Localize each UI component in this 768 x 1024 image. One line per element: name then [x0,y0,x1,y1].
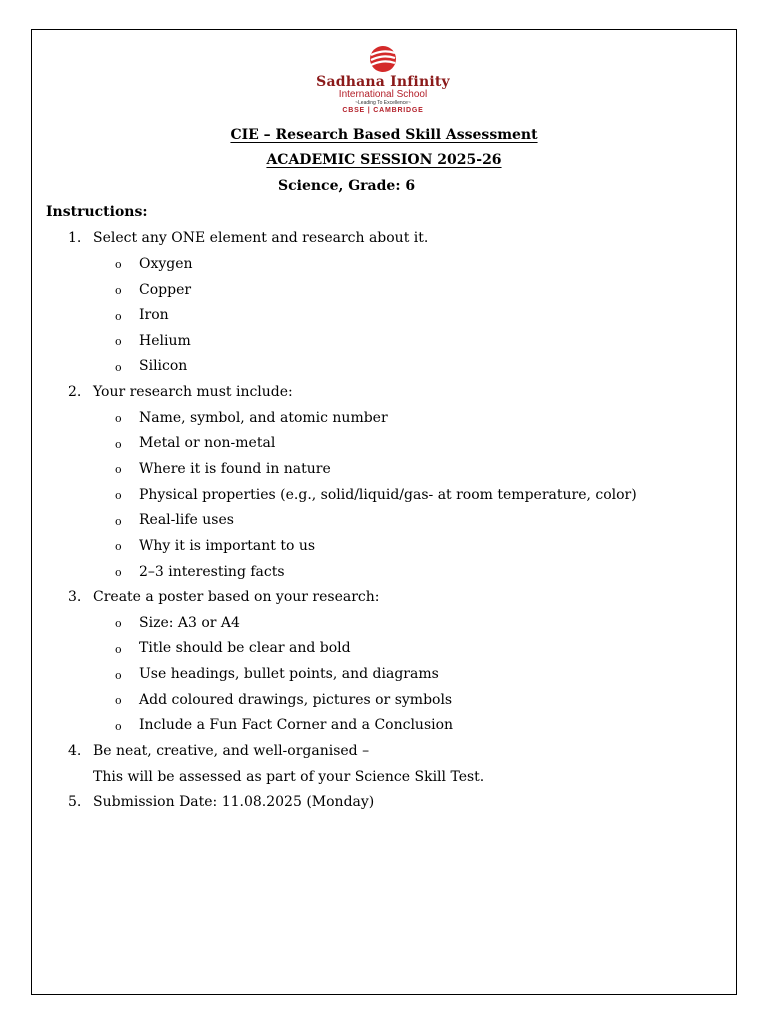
list-item: Add coloured drawings, pictures or symbols [139,692,453,708]
bullet-icon: o [115,361,122,374]
instruction-item-continuation: This will be assessed as part of your Science Skill Test. [93,769,485,785]
item-number: 3. [68,589,82,605]
bullet-icon: o [115,617,122,630]
instruction-item: Select any ONE element and research about it. [93,230,429,246]
subject-grade: Science, Grade: 6 [278,178,416,194]
list-item: Name, symbol, and atomic number [139,410,388,426]
instruction-item: Create a poster based on your research: [93,589,380,605]
submission-date: Submission Date: 11.08.2025 (Monday) [93,794,375,810]
bullet-icon: o [115,412,122,425]
item-number: 5. [68,794,82,810]
list-item: Use headings, bullet points, and diagrams [139,666,439,682]
list-item: Helium [139,333,191,349]
list-item: Title should be clear and bold [139,640,351,656]
list-item: Where it is found in nature [139,461,331,477]
session-title [0,151,768,169]
bullet-icon: o [115,720,122,733]
bullet-icon: o [115,310,122,323]
bullet-icon: o [115,540,122,553]
list-item: Real-life uses [139,512,234,528]
bullet-icon: o [115,643,122,656]
list-item: Size: A3 or A4 [139,615,240,631]
school-subtitle: International School [338,89,428,100]
list-item: Metal or non-metal [139,435,276,451]
bullet-icon: o [115,258,122,271]
list-item: Include a Fun Fact Corner and a Conclusion [139,717,454,733]
bullet-icon: o [115,694,122,707]
bullet-icon: o [115,489,122,502]
assessment-title [0,126,768,144]
instruction-item: Be neat, creative, and well-organised – [93,743,370,759]
list-item: 2–3 interesting facts [139,564,285,580]
bullet-icon: o [115,669,122,682]
list-item: Iron [139,307,169,323]
school-name: Sadhana Infinity [316,74,450,90]
instructions-title: Instructions: [46,204,148,220]
item-number: 4. [68,743,82,759]
bullet-icon: o [115,335,122,348]
list-item: Copper [139,282,192,298]
assessment-title-text: CIE – Research Based Skill Assessment [230,127,538,143]
school-boards: CBSE | CAMBRIDGE [342,107,424,114]
session-title-text: ACADEMIC SESSION 2025-26 [266,152,502,168]
school-logo-icon [368,44,398,74]
bullet-icon: o [115,515,122,528]
instruction-item: Your research must include: [93,384,293,400]
list-item: Oxygen [139,256,193,272]
list-item: Why it is important to us [139,538,316,554]
bullet-icon: o [115,438,122,451]
bullet-icon: o [115,566,122,579]
bullet-icon: o [115,463,122,476]
list-item: Physical properties (e.g., solid/liquid/gas- at room temperature, color) [139,487,637,503]
item-number: 2. [68,384,82,400]
item-number: 1. [68,230,82,246]
school-logo [300,44,466,118]
school-tagline: ~Leading To Excellence~ [355,100,411,106]
bullet-icon: o [115,284,122,297]
list-item: Silicon [139,358,188,374]
page-border [31,29,737,995]
